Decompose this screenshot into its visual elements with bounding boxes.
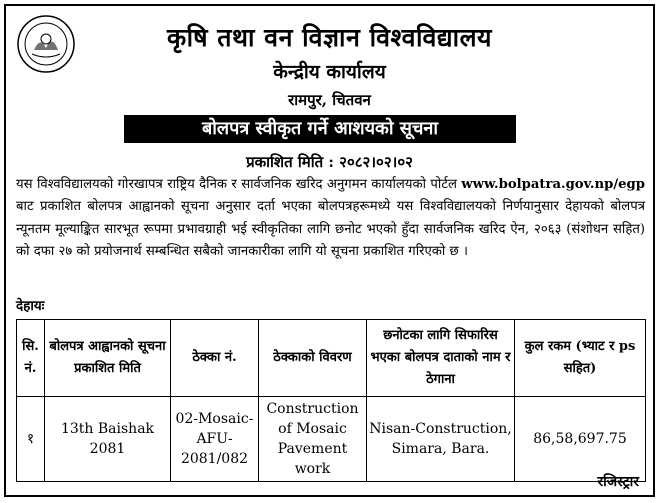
body-text-2: बाट प्रकाशित बोलपत्र आह्वानको सूचना अनुसार दर्ता भएका बोलपत्रहरूमध्ये यस विश्वविद्यालयको निर्णयानुसार देहायको बोलपत्र न्यूनतम मूल्याङ्कित सारभूत रूपमा प्रभावग्राही भई स्वीकृतिका लागि छनोट भएको हुँदा सार्वजनिक खरिद ऐन, २०६३ (संशोधन सहित) को दफा २७ को प्रयोजनार्थ सम्बन्धित सबैको जानकारीका लागि यो सूचना प्रकाशित गरिएको छ । — [16, 199, 645, 260]
header-bidder: छनोटका लागि सिफारिस भएका बोलपत्र दाताको नाम र ठेगाना — [367, 320, 515, 397]
header-sn: सि. नं. — [17, 320, 45, 397]
cell-contract-no: 02-Mosaic-AFU-2081/082 — [171, 397, 259, 482]
published-date: प्रकाशित मिति : २०८२।०२।०२ — [246, 153, 413, 171]
body-text-1: यस विश्वविद्यालयको गोरखापत्र राष्ट्रिय दैनिक र सार्वजनिक खरिद अनुगमन कार्यालयको पोर्टल — [16, 177, 462, 192]
header-notice-date: बोलपत्र आह्वानको सूचना प्रकाशित मिति — [45, 320, 171, 397]
table-row — [17, 397, 646, 482]
header-contract-no: ठेक्का नं. — [171, 320, 259, 397]
signature-registrar: रजिस्ट्रार — [597, 474, 639, 490]
cell-sn: १ — [17, 397, 45, 482]
header-amount: कुल रकम (भ्याट र ps सहित) — [515, 320, 646, 397]
notice-page — [4, 4, 655, 497]
notice-title: बोलपत्र स्वीकृत गर्ने आशयको सूचना — [124, 115, 516, 143]
cell-bidder: Nisan-Construction, Simara, Bara. — [367, 397, 515, 482]
cell-notice-date: 13th Baishak 2081 — [45, 397, 171, 482]
cell-amount: 86,58,697.75 — [515, 397, 646, 482]
award-table — [16, 319, 646, 482]
office-location: रामपुर, चितवन — [288, 91, 371, 109]
cell-description: Construction of Mosaic Pavement work — [259, 397, 367, 482]
header-description: ठेक्काको विवरण — [259, 320, 367, 397]
table-label: देहायः — [16, 298, 45, 314]
office-name: केन्द्रीय कार्यालय — [273, 61, 386, 83]
notice-body — [16, 174, 645, 264]
table-header-row — [17, 320, 646, 397]
portal-link[interactable]: www.bolpatra.gov.np/egp — [461, 177, 645, 192]
university-name: कृषि तथा वन विज्ञान विश्वविद्यालय — [166, 23, 493, 52]
